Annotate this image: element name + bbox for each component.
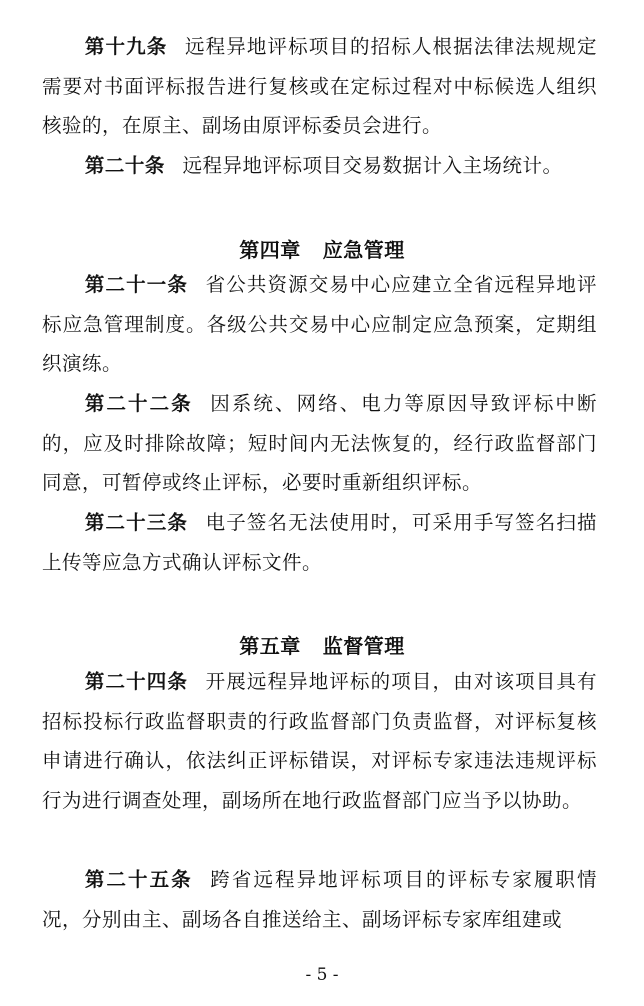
- article-title: 第二十四条: [84, 670, 189, 693]
- article-title: 第二十三条: [84, 511, 189, 534]
- chapter-heading-5: [0, 630, 644, 659]
- article-title: 第十九条: [84, 35, 168, 58]
- article-21: [42, 265, 597, 384]
- article-25: [42, 860, 597, 939]
- article-title: 第二十条: [84, 154, 165, 177]
- chapter-heading-4: [0, 234, 644, 263]
- article-text: 远程异地评标项目交易数据计入主场统计。: [182, 154, 563, 177]
- article-20: [42, 146, 597, 186]
- chapter-title: 监督管理: [322, 634, 405, 658]
- article-text: 远程异地评标项目的招标人根据法律法规规定需要对书面评标报告进行复核或在定标过程对中标候选人组织核验的，在原主、副场由原评标委员会进行。: [42, 35, 597, 137]
- chapter-number: 第四章: [239, 238, 301, 262]
- article-text: 电子签名无法使用时，可采用手写签名扫描上传等应急方式确认评标文件。: [42, 511, 597, 574]
- article-23: [42, 503, 597, 582]
- page-number: - 5 -: [305, 965, 339, 985]
- article-19: [42, 27, 597, 146]
- article-text: 跨省远程异地评标项目的评标专家履职情况，分别由主、副场各自推送给主、副场评标专家库组建或: [42, 868, 597, 931]
- article-text: 省公共资源交易中心应建立全省远程异地评标应急管理制度。各级公共交易中心应制定应急预案，定期组织演练。: [42, 273, 597, 375]
- article-text: 开展远程异地评标的项目，由对该项目具有招标投标行政监督职责的行政监督部门负责监督，对评标复核申请进行确认，依法纠正评标错误，对评标专家违法违规评标行为进行调查处理，副场所在地行政监督部门应当予以协助。: [42, 670, 597, 812]
- article-24: [42, 662, 597, 820]
- article-title: 第二十二条: [84, 392, 193, 415]
- article-title: 第二十一条: [84, 273, 189, 296]
- article-22: [42, 384, 597, 503]
- article-text: 因系统、网络、电力等原因导致评标中断的，应及时排除故障；短时间内无法恢复的，经行政监督部门同意，可暂停或终止评标，必要时重新组织评标。: [42, 392, 597, 494]
- article-title: 第二十五条: [84, 868, 193, 891]
- chapter-title: 应急管理: [322, 238, 405, 262]
- chapter-number: 第五章: [239, 634, 301, 658]
